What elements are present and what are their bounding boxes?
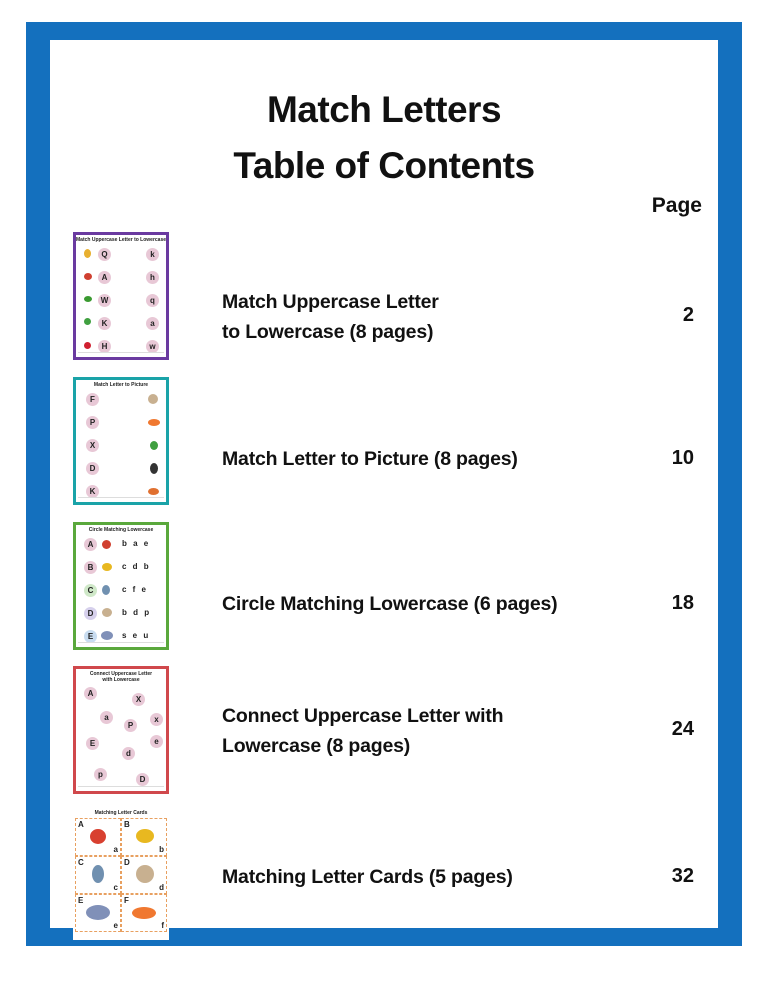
thumbnail-title: Matching Letter Cards xyxy=(94,810,148,816)
entry-label-line: to Lowercase (8 pages) xyxy=(222,321,434,343)
thumb-letter: w xyxy=(146,340,159,353)
toc-entry[interactable] xyxy=(50,358,718,496)
entry-page-number: 2 xyxy=(682,304,694,326)
entry-page-number: 32 xyxy=(671,865,694,887)
thumb-letter: a xyxy=(146,317,159,330)
apple-icon xyxy=(84,273,92,280)
letter-card xyxy=(121,894,167,932)
bee-icon xyxy=(102,563,112,571)
thumb-letter: k xyxy=(146,248,159,261)
watermelon-icon xyxy=(84,296,92,302)
thumbnail-title: Circle Matching Lowercase xyxy=(88,527,154,533)
penguin-icon xyxy=(150,463,158,474)
dog-icon xyxy=(102,608,112,617)
thumb-letter: W xyxy=(98,294,111,307)
entry-label-line: Match Uppercase Letter xyxy=(222,291,439,313)
thumb-letter: Q xyxy=(98,248,111,261)
thumb-letter: K xyxy=(86,485,99,498)
entry-label xyxy=(222,589,557,619)
thumb-choices: b a e xyxy=(122,539,149,548)
letter-card xyxy=(75,894,121,932)
thumbnail-letter-cards xyxy=(73,808,169,940)
thumb-letter: H xyxy=(98,340,111,353)
thumb-choices: c f e xyxy=(122,585,147,594)
fish-icon xyxy=(132,907,156,919)
card-lower: f xyxy=(161,921,164,930)
thumb-letter: p xyxy=(94,768,107,781)
thumbnail-title: Match Uppercase Letter to Lowercase xyxy=(76,237,167,243)
thumb-letter: h xyxy=(146,271,159,284)
letter-card xyxy=(121,818,167,856)
card-upper: C xyxy=(78,858,84,867)
card-lower: d xyxy=(159,883,164,892)
entry-label-line: Matching Letter Cards (5 pages) xyxy=(222,866,513,888)
thumb-letter: X xyxy=(132,693,145,706)
card-upper: D xyxy=(124,858,130,867)
card-upper: E xyxy=(78,896,84,905)
thumb-letter: F xyxy=(86,393,99,406)
thumbnail-circle-lowercase xyxy=(73,522,169,650)
toc-entry[interactable] xyxy=(50,502,718,641)
thumb-letter: E xyxy=(86,737,99,750)
blue-frame xyxy=(26,22,742,946)
letter-card xyxy=(121,856,167,894)
card-lower: a xyxy=(113,845,118,854)
toc-entry[interactable] xyxy=(50,790,718,930)
elephant-icon xyxy=(86,905,110,920)
thumbnail-title: Connect Uppercase Letter with Lowercase xyxy=(89,671,153,683)
thumb-letter: d xyxy=(122,747,135,760)
entry-label-line: Lowercase (8 pages) xyxy=(222,735,411,757)
entry-label-line: Connect Uppercase Letter with xyxy=(222,705,504,727)
entry-page-number: 10 xyxy=(671,447,694,469)
apple-icon xyxy=(90,829,106,844)
fish-icon xyxy=(148,419,160,426)
thumb-letter: D xyxy=(84,607,97,620)
thumb-letter: E xyxy=(84,630,97,643)
entry-label-line: Circle Matching Lowercase (6 pages) xyxy=(222,593,558,615)
thumb-letter: X xyxy=(86,439,99,452)
thumb-letter: q xyxy=(146,294,159,307)
title-line-1: Match Letters xyxy=(266,89,502,130)
elephant-icon xyxy=(101,631,113,640)
thumb-letter: C xyxy=(84,584,97,597)
heart-icon xyxy=(84,342,91,349)
letter-card xyxy=(75,818,121,856)
thumb-letter: x xyxy=(150,713,163,726)
thumb-letter: B xyxy=(84,561,97,574)
page-column-header: Page xyxy=(651,194,702,217)
toc-entry[interactable] xyxy=(50,215,718,351)
bee-icon xyxy=(136,829,154,843)
thumbnail-match-picture xyxy=(73,377,169,505)
card-upper: B xyxy=(124,820,130,829)
thumb-choices: c d b xyxy=(122,562,149,571)
title-line-2: Table of Contents xyxy=(233,145,535,186)
fox-icon xyxy=(148,488,159,495)
entry-page-number: 18 xyxy=(671,592,694,614)
thumbnail-connect-letters xyxy=(73,666,169,794)
card-upper: A xyxy=(78,820,84,829)
card-lower: c xyxy=(113,883,118,892)
thumb-letter: a xyxy=(100,711,113,724)
thumb-letter: A xyxy=(98,271,111,284)
thumbnail-match-uppercase xyxy=(73,232,169,360)
kite-icon xyxy=(84,318,91,325)
entry-page-number: 24 xyxy=(671,718,694,740)
toc-entry[interactable] xyxy=(50,646,718,784)
thumbnail-title: Match Letter to Picture xyxy=(93,382,149,388)
dog-icon xyxy=(148,394,158,404)
thumb-letter: A xyxy=(84,538,97,551)
pineapple-icon xyxy=(84,249,91,258)
page-title xyxy=(50,82,718,194)
cat-icon xyxy=(92,865,104,883)
thumbnail-footer xyxy=(78,352,164,356)
card-lower: e xyxy=(113,921,118,930)
dog-icon xyxy=(136,865,154,883)
content-panel xyxy=(50,40,718,928)
thumb-choices: b d p xyxy=(122,608,150,617)
thumbnail-footer xyxy=(78,497,164,501)
thumb-letter: D xyxy=(136,773,149,786)
kite-icon xyxy=(150,441,158,450)
thumb-letter: P xyxy=(124,719,137,732)
letter-card xyxy=(75,856,121,894)
thumb-letter: D xyxy=(86,462,99,475)
thumb-letter: P xyxy=(86,416,99,429)
entry-label xyxy=(222,862,513,892)
cat-icon xyxy=(102,585,110,595)
entry-label xyxy=(222,701,503,761)
entry-label xyxy=(222,287,439,347)
apple-icon xyxy=(102,540,111,549)
thumb-letter: K xyxy=(98,317,111,330)
thumb-letter: A xyxy=(84,687,97,700)
thumb-letter: e xyxy=(150,735,163,748)
thumb-choices: s e u xyxy=(122,631,149,640)
card-upper: F xyxy=(124,896,129,905)
entry-label-line: Match Letter to Picture (8 pages) xyxy=(222,448,518,470)
card-lower: b xyxy=(159,845,164,854)
entry-label xyxy=(222,444,518,474)
